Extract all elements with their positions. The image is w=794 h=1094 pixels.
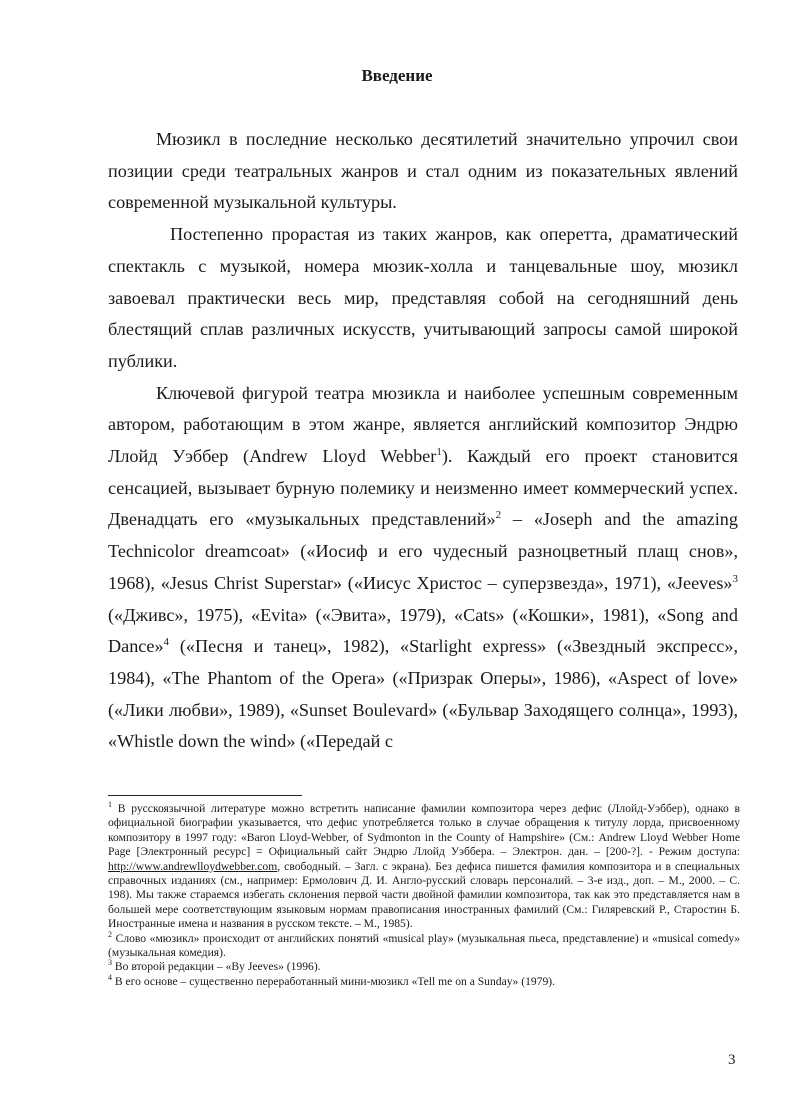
- footnote-1-text-b: , свободный. – Загл. с экрана). Без дефиса пишется фамилия композитора и в специальных справочных изданиях (см., например: Ермолович Д. И. Англо-русский словарь персоналий. – 3-е изд., доп. – М., 2000. – С. 198). Мы также стараемся избегать склонения первой части двойной фамилии композитора, так как это представляется нам в большей мере соответствующим языковым нормам правописания иностранных фамилий (См.: Гиляревский Р., Старостин Б. Иностранные имена и названия в русском тексте. – М., 1985).: [108, 859, 740, 931]
- footnote-4-text: В его основе – существенно переработанный мини-мюзикл «Tell me on a Sunday» (1979).: [112, 974, 556, 988]
- footnote-ref-2: 2: [495, 509, 502, 522]
- footnote-4: [108, 975, 740, 989]
- footnote-1-number: 1: [108, 800, 112, 810]
- footnote-ref-4: 4: [163, 636, 170, 649]
- footnotes: [108, 802, 740, 989]
- footnote-4-number: 4: [108, 973, 112, 983]
- body-text: [108, 124, 738, 758]
- footnote-2-number: 2: [108, 929, 112, 939]
- paragraph-3-text-c: – «Joseph and the amazing Technicolor dreamcoat» («Иосиф и его чудесный разноцветный плащ снов», 1968), «Jesus Christ Superstar» («Иисус Христос – суперзвезда», 1971), «Jeeves»: [108, 509, 738, 593]
- footnote-ref-1: 1: [436, 445, 442, 458]
- footnote-separator: [108, 795, 302, 796]
- paragraph-3-text-d: («Дживс», 1975), «Evita» («Эвита», 1979), «Cats» («Кошки», 1981), «Song and Dance»: [108, 604, 738, 657]
- footnote-1-link[interactable]: http://www.andrewlloydwebber.com: [108, 859, 278, 873]
- footnote-1: [108, 802, 740, 932]
- footnote-3-number: 3: [108, 958, 112, 968]
- footnote-2-text: Слово «мюзикл» происходит от английских понятий «musical play» (музыкальная пьеса, представление) и «musical comedy» (музыкальная комедия).: [108, 931, 740, 960]
- footnote-ref-3: 3: [732, 572, 738, 585]
- page-title: Введение: [361, 66, 433, 85]
- footnote-1-text-a: В русскоязычной литературе можно встретить написание фамилии композитора через дефис (Ллойд-Уэббер), однако в официальной биографии указывается, что дефис употребляется только в случае обращения к титулу лорда, присвоенному композитору в 1997 году: «Baron Lloyd-Webber, of Sydmonton in the County of Hampshire» (См.: Andrew Lloyd Webber Home Page [Электронный ресурс] = Официальный сайт Эндрю Ллойд Уэббера. – Электрон. дан. – [200-?]. - Режим доступа:: [108, 802, 740, 859]
- paragraph-1: Мюзикл в последние несколько десятилетий значительно упрочил свои позиции среди театральных жанров и стал одним из показательных явлений современной музыкальной культуры.: [108, 129, 738, 213]
- page-number: 3: [728, 1052, 736, 1068]
- paragraph-2: Постепенно прорастая из таких жанров, как оперетта, драматический спектакль с музыкой, номера мюзик-холла и танцевальные шоу, мюзикл завоевал практически весь мир, представляя собой на сегодняшний день блестящий сплав различных искусств, учитывающий запросы самой широкой публики.: [108, 224, 738, 371]
- paragraph-3-text-e: («Песня и танец», 1982), «Starlight express» («Звездный экспресс», 1984), «The Phantom of the Opera» («Призрак Оперы», 1986), «Aspect of love» («Лики любви», 1989), «Sunset Boulevard» («Бульвар Заходящего солнца», 1993), «Whistle down the wind» («Передай с: [108, 636, 738, 752]
- footnote-3: [108, 960, 740, 974]
- paragraph-3: [108, 378, 738, 758]
- footnote-2: [108, 929, 740, 961]
- footnote-3-text: Во второй редакции – «By Jeeves» (1996).: [112, 960, 321, 974]
- paragraph-3-text-a: Ключевой фигурой театра мюзикла и наиболее успешным современным автором, работающим в этом жанре, является английский композитор Эндрю Ллойд Уэббер (Andrew Lloyd Webber: [108, 382, 738, 467]
- paragraph-3-text-b: ). Каждый его проект становится сенсацией, вызывает бурную полемику и неизменно имеет коммерческий успех. Двенадцать его «музыкальных представлений»: [108, 446, 738, 530]
